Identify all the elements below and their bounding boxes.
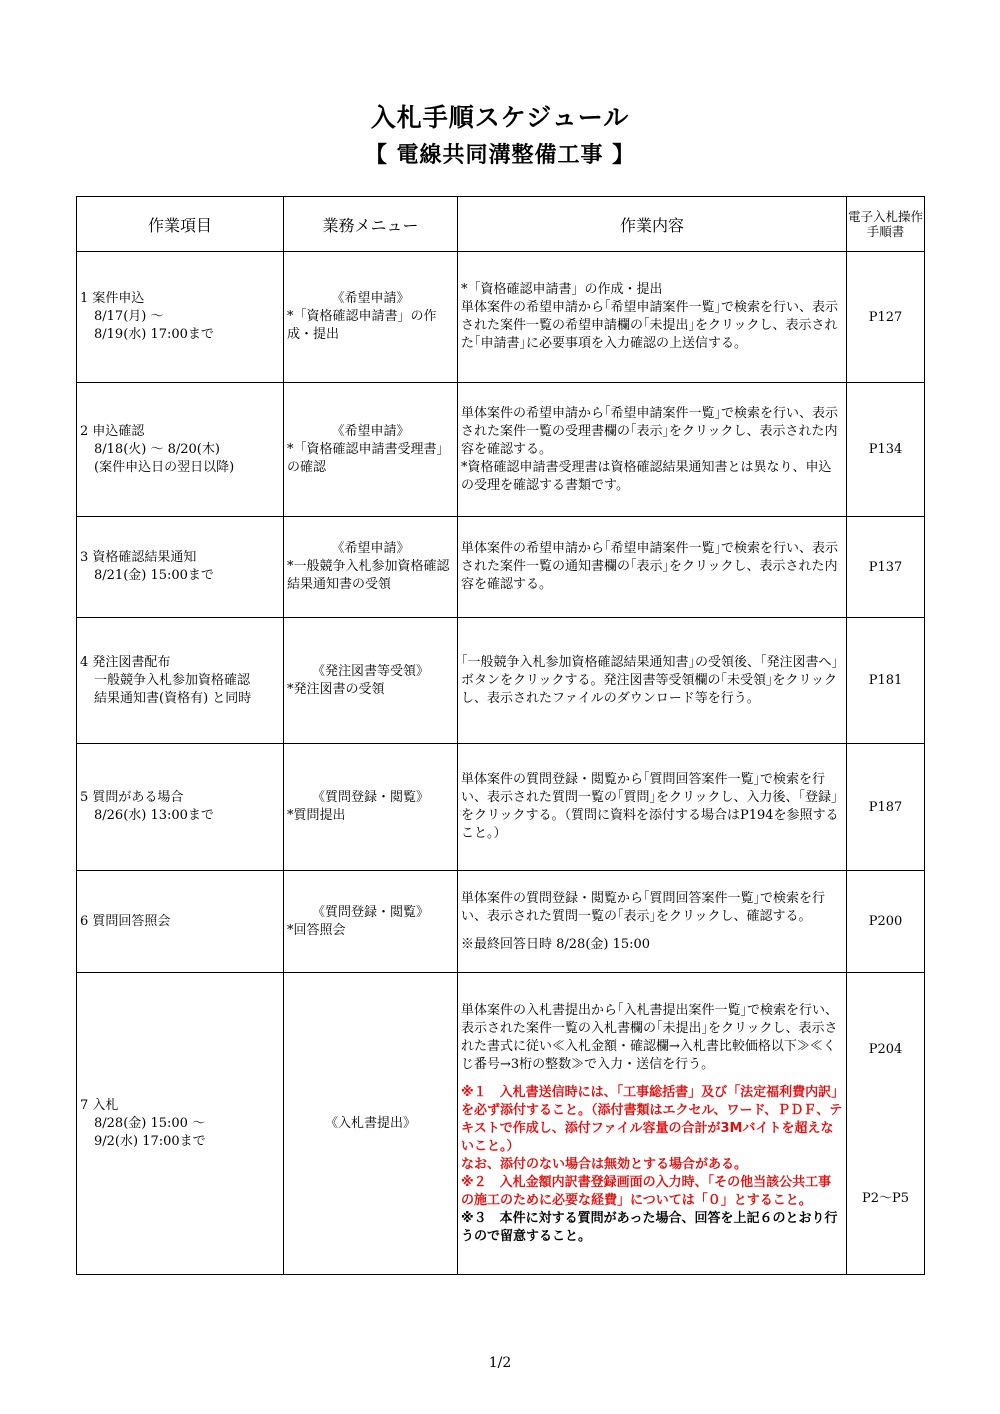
content-cell <box>458 252 847 383</box>
warning-text: ※１ 入札書送信時には、「工事総括書」及び「法定福利費内訳」を必ず添付すること。（添付書類はエクセル、ワード、ＰＤＦ、テキストで作成し、添付ファイル容量の合計が3Mバイトを超えないこと。） <box>461 1084 843 1154</box>
item-cell <box>77 517 284 618</box>
manual-page-cell <box>847 744 925 871</box>
menu-text: *質問提出 <box>287 808 346 823</box>
content-note: ※最終回答日時 8/28(金) 15:00 <box>461 936 651 952</box>
menu-cell <box>284 517 458 618</box>
manual-page: P187 <box>868 799 903 815</box>
item-date: 8/21(金) 15:00まで <box>94 568 214 583</box>
content-text: 単体案件の質問登録・閲覧から｢質問回答案件一覧｣で検索を行い、表示された質問一覧の｢表示｣をクリックし、確認する。 <box>461 890 826 924</box>
manual-page-cell <box>847 252 925 383</box>
item-cell <box>77 973 284 1275</box>
item-date: (案件申込日の翌日以降) <box>94 459 235 475</box>
item-cell <box>77 871 284 973</box>
content-cell <box>458 618 847 744</box>
menu-cell <box>284 618 458 744</box>
manual-page: P204 <box>868 1041 903 1057</box>
content-text: 単体案件の入札書提出から｢入札書提出案件一覧｣で検索を行い、表示された案件一覧の入札書欄の｢未提出｣をクリックし、表示された書式に従い≪入札金額・確認欄→入札書比較価格以下≫≪くじ番号→3桁の整数≫で入力・送信を行う。 <box>461 1002 839 1072</box>
table-row <box>77 252 925 383</box>
item-cell <box>77 383 284 517</box>
content-text: 単体案件の質問登録・閲覧から｢質問回答案件一覧｣で検索を行い、表示された質問一覧の｢質問｣をクリックし、入力後、「登録」をクリックする。（質問に資料を添付する場合はP194を参照すること。） <box>461 772 839 841</box>
menu-caption: 《希望申請》 <box>331 291 410 306</box>
menu-cell <box>284 252 458 383</box>
content-text: 単体案件の希望申請から｢希望申請案件一覧｣で検索を行い、表示された案件一覧の通知書欄の｢表示｣をクリックし、表示された内容を確認する。 <box>461 541 839 592</box>
schedule-table <box>76 196 925 1275</box>
manual-page-cell <box>847 973 925 1275</box>
content-text: *「資格確認申請書」の作成・提出 <box>461 282 663 297</box>
manual-page: P134 <box>868 442 903 457</box>
content-cell <box>458 973 847 1275</box>
menu-text: *回答照会 <box>287 922 346 938</box>
header-menu: 業務メニュー <box>284 197 458 252</box>
item-title: 5 質問がある場合 <box>80 790 184 805</box>
header-content: 作業内容 <box>458 197 847 252</box>
item-title: 1 案件申込 <box>80 291 145 306</box>
table-row <box>77 871 925 973</box>
content-text: 単体案件の希望申請から｢希望申請案件一覧｣で検索を行い、表示された案件一覧の受理書欄の｢表示｣をクリックし、表示された内容を確認する。 <box>461 405 839 457</box>
spacer <box>461 1074 843 1084</box>
table-row <box>77 618 925 744</box>
table-row <box>77 383 925 517</box>
manual-page: P181 <box>868 673 903 688</box>
content-text: *資格確認申請書受理書は資格確認結果通知書とは異なり、申込の受理を確認する書類です。 <box>461 459 832 493</box>
item-title: 4 発注図書配布 <box>80 654 171 670</box>
item-title: 3 資格確認結果通知 <box>80 550 197 565</box>
menu-caption: 《質問登録・閲覧》 <box>311 904 429 920</box>
menu-caption: 《入札書提出》 <box>324 1115 416 1131</box>
menu-caption: 《希望申請》 <box>331 423 410 439</box>
spacer <box>461 926 843 936</box>
item-date: 8/18(火) ～ 8/20(木) <box>94 441 220 457</box>
item-date: 8/28(金) 15:00 ～ <box>94 1115 206 1131</box>
manual-page-cell <box>847 871 925 973</box>
warning-text: なお、添付のない場合は無効とする場合がある。 <box>461 1156 748 1172</box>
manual-page-cell <box>847 383 925 517</box>
item-cell <box>77 252 284 383</box>
table-row <box>77 973 925 1275</box>
header-item: 作業項目 <box>77 197 284 252</box>
menu-cell <box>284 973 458 1275</box>
menu-text: *発注図書の受領 <box>287 681 385 697</box>
header-row <box>77 197 925 252</box>
item-title: 7 入札 <box>80 1097 119 1113</box>
item-date: 8/17(月) ～ <box>94 309 164 324</box>
manual-page-range: P2～P5 <box>861 1190 910 1206</box>
menu-text: *「資格確認申請書受理書」の確認 <box>287 441 450 475</box>
menu-cell <box>284 383 458 517</box>
content-cell <box>458 744 847 871</box>
content-cell <box>458 383 847 517</box>
table-row <box>77 744 925 871</box>
page-subtitle: 【 電線共同溝整備工事 】 <box>364 143 636 168</box>
menu-caption: 《希望申請》 <box>331 541 410 556</box>
item-date: 結果通知書(資格有) と同時 <box>94 690 252 706</box>
item-cell <box>77 744 284 871</box>
header-manual: 電子入札操作手順書 <box>847 197 925 252</box>
content-text: 単体案件の希望申請から｢希望申請案件一覧｣で検索を行い、表示された案件一覧の希望申請欄の｢未提出｣をクリックし、表示された｢申請書｣に必要事項を入力確認の上送信する。 <box>461 300 839 351</box>
manual-page: P137 <box>868 559 903 575</box>
menu-caption: 《質問登録・閲覧》 <box>311 790 429 805</box>
manual-page-cell <box>847 618 925 744</box>
item-date: 一般競争入札参加資格確認 <box>94 672 251 688</box>
page-title: 入札手順スケジュール <box>370 103 630 132</box>
manual-page: P200 <box>868 914 903 929</box>
warning-text: ※２ 入札金額内訳書登録画面の入力時、「その他当該公共工事の施工のために必要な経費」については「０」とすること。 <box>461 1174 832 1208</box>
manual-page-cell <box>847 517 925 618</box>
manual-page: P127 <box>868 309 903 325</box>
menu-text: *一般競争入札参加資格確認結果通知書の受領 <box>287 559 450 592</box>
content-cell <box>458 517 847 618</box>
page-number: 1/2 <box>488 1355 512 1371</box>
menu-caption: 《発注図書等受領》 <box>311 663 429 679</box>
table-row <box>77 517 925 618</box>
item-title: 6 質問回答照会 <box>80 913 171 929</box>
menu-cell <box>284 871 458 973</box>
menu-text: *「資格確認申請書」の作成・提出 <box>287 309 437 342</box>
content-warning <box>461 1084 843 1210</box>
item-date: 8/19(水) 17:00まで <box>94 327 214 342</box>
content-text: ｢一般競争入札参加資格確認結果通知書｣の受領後、｢発注図書へ｣ボタンをクリックする。発注図書等受領欄の｢未受領｣をクリックし、表示されたファイルのダウンロード等を行う。 <box>461 654 839 706</box>
item-date: 8/26(水) 13:00まで <box>94 808 214 823</box>
item-cell <box>77 618 284 744</box>
menu-cell <box>284 744 458 871</box>
content-remark: ※３ 本件に対する質問があった場合、回答を上記６のとおり行うので留意すること。 <box>461 1210 838 1244</box>
item-title: 2 申込確認 <box>80 423 145 439</box>
item-date: 9/2(水) 17:00まで <box>94 1133 206 1149</box>
content-cell <box>458 871 847 973</box>
